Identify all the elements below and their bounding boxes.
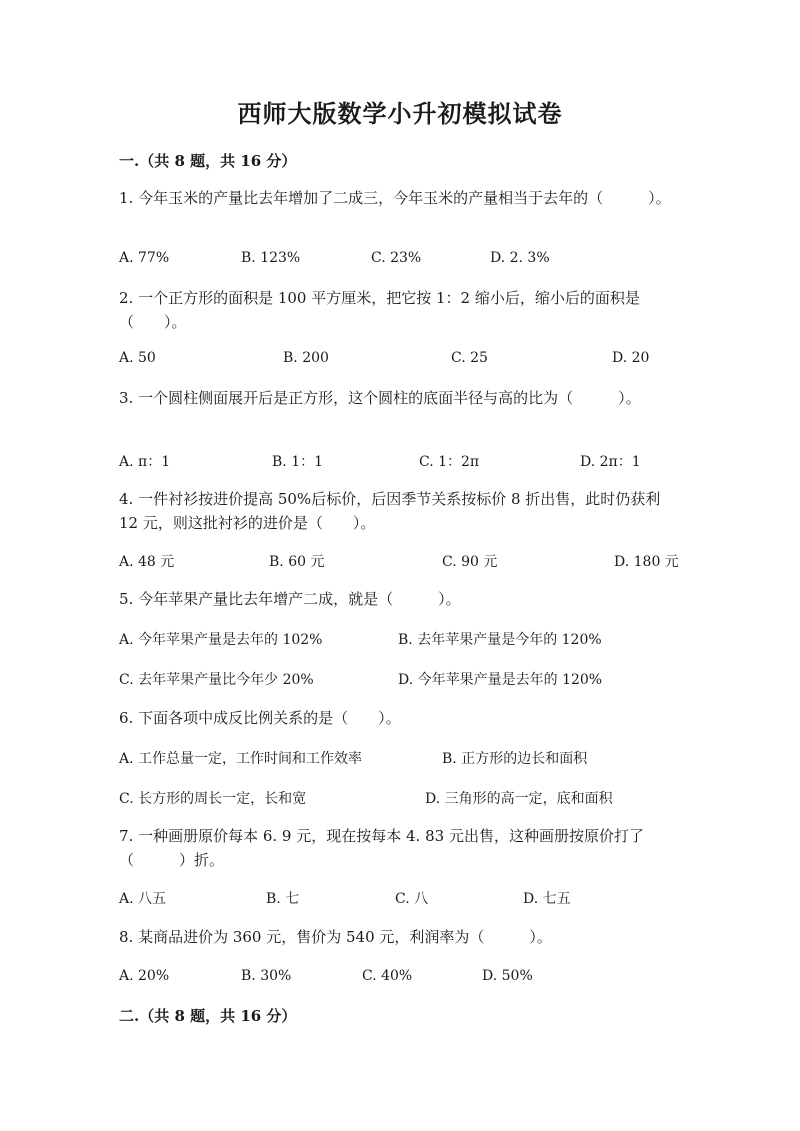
question-4-option-d: D. 180 元 [614,554,679,570]
question-2-text: 2. 一个正方形的面积是 100 平方厘米，把它按 1：2 缩小后，缩小后的面积是（ ）。 [119,289,640,331]
question-1-option-b: B. 123% [241,250,301,266]
question-8-option-b: B. 30% [241,968,292,984]
question-8-option-c: C. 40% [362,968,413,984]
question-8-option-d: D. 50% [482,968,533,984]
question-4-option-c: C. 90 元 [442,554,498,570]
question-4-option-b: B. 60 元 [269,554,325,570]
question-3-option-a: A. π：1 [119,454,171,470]
question-8-text: 8. 某商品进价为 360 元，售价为 540 元，利润率为（ ）。 [119,928,552,946]
question-1-option-c: C. 23% [371,250,422,266]
question-7-option-b: B. 七 [266,891,300,907]
question-1-option-a: A. 77% [119,250,170,266]
question-3-option-c: C. 1：2π [419,454,480,470]
question-7-option-a: A. 八五 [119,891,167,907]
section-heading-1: 一.（共 8 题，共 16 分） [119,152,297,170]
question-7-option-c: C. 八 [395,891,429,907]
question-2-option-b: B. 200 [283,350,329,366]
question-5-option-c: C. 去年苹果产量比今年少 20% [119,672,314,688]
question-7-text: 7. 一种画册原价每本 6. 9 元，现在按每本 4. 83 元出售，这种画册按原价打了（ ）折。 [119,827,644,869]
question-3-option-d: D. 2π：1 [580,454,641,470]
question-5-option-b: B. 去年苹果产量是今年的 120% [398,632,602,648]
page-title: 西师大版数学小升初模拟试卷 [237,99,563,128]
question-7-option-d: D. 七五 [523,891,571,907]
question-3-text: 3. 一个圆柱侧面展开后是正方形，这个圆柱的底面半径与高的比为（ ）。 [119,389,641,407]
question-2-option-a: A. 50 [119,350,156,366]
question-5-text: 5. 今年苹果产量比去年增产二成，就是（ ）。 [119,590,461,608]
question-6-option-d: D. 三角形的高一定，底和面积 [425,791,613,807]
question-6-option-b: B. 正方形的边长和面积 [442,751,588,767]
question-1-option-d: D. 2. 3% [490,250,550,266]
question-4-text: 4. 一件衬衫按进价提高 50%后标价，后因季节关系按标价 8 折出售，此时仍获利 12 元，则这批衬衫的进价是（ ）。 [119,490,661,532]
question-6-option-a: A. 工作总量一定，工作时间和工作效率 [119,751,363,767]
question-2-option-d: D. 20 [612,350,650,366]
question-1-text: 1. 今年玉米的产量比去年增加了二成三，今年玉米的产量相当于去年的（ ）。 [119,189,671,207]
question-8-option-a: A. 20% [119,968,170,984]
question-6-option-c: C. 长方形的周长一定，长和宽 [119,791,307,807]
question-5-option-a: A. 今年苹果产量是去年的 102% [119,632,323,648]
question-3-option-b: B. 1：1 [272,454,324,470]
section-heading-2: 二.（共 8 题，共 16 分） [119,1007,297,1025]
question-4-option-a: A. 48 元 [119,554,175,570]
question-2-option-c: C. 25 [451,350,488,366]
question-6-text: 6. 下面各项中成反比例关系的是（ ）。 [119,709,401,727]
question-5-option-d: D. 今年苹果产量是去年的 120% [398,672,603,688]
